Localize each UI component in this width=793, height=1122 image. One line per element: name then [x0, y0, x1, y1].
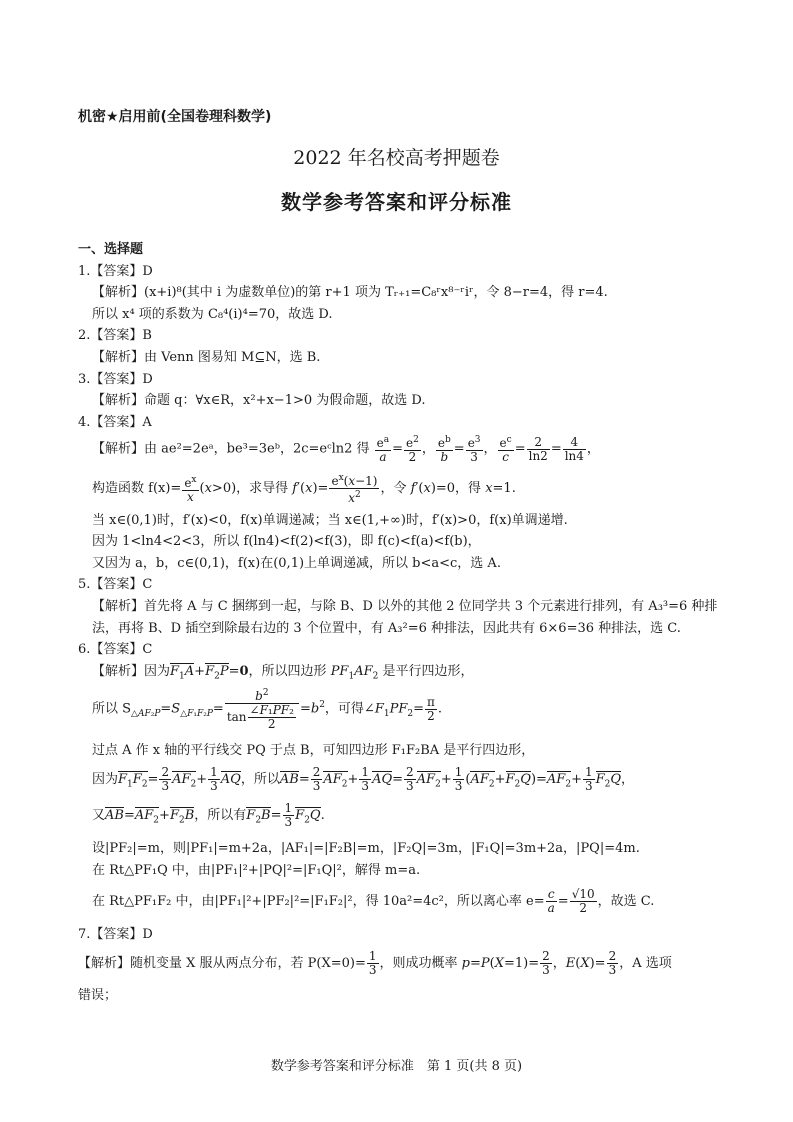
- q6-fraction: $\frac{√10}{2}$: [571, 887, 595, 915]
- q4-answer: 4.【答案】A: [78, 415, 152, 430]
- q3-answer: 3.【答案】D: [78, 372, 153, 387]
- q6-line-8-text: 在 Rt△PF₁F₂ 中，由|PF₁|²+|PF₂|²=|F₁F₂|²，得 10a²=4c²，所以离心率 e=: [92, 894, 545, 909]
- q7-line-2: 错误；: [78, 988, 118, 1003]
- q4-line-2-text: 构造函数 f(x)=: [92, 481, 182, 496]
- page-title: 2022 年名校高考押题卷: [293, 147, 500, 169]
- q4-fraction: $\frac{e^3}{3}$: [467, 435, 481, 464]
- q5-line-2: 法，再将 B、D 插空到除最右边的 3 个位置中，有 A₃²=6 种排法，因此共有 6×6=36 种排法，选 C.: [92, 621, 681, 636]
- q6-fraction: $\frac{2}{3}$: [406, 765, 414, 793]
- q6-fraction: $\frac{2}{3}$: [312, 765, 321, 793]
- q6-fraction: $\frac{1}{3}$: [584, 765, 593, 793]
- q7-fraction: $\frac{2}{3}$: [608, 949, 617, 977]
- q6-line-7: 在 Rt△PF₁Q 中，由|PF₁|²+|PQ|²=|F₁Q|²，解得 m=a.: [92, 863, 421, 878]
- q2-line-1: 【解析】由 Venn 图易知 M⊆N，选 B.: [92, 350, 321, 365]
- q6-fraction: $\frac{1}{3}$: [361, 765, 370, 793]
- q6-line-1: 【解析】因为$F_1A+F_2P=0$，所以四边形 $PF_1AF_2$ 是平行四边形，: [92, 664, 474, 682]
- q1-line-1: 【解析】(x+i)⁸(其中 i 为虚数单位)的第 r+1 项为 Tᵣ₊₁=C₈ʳx⁸⁻ʳiʳ，令 8−r=4，得 r=4.: [92, 285, 608, 300]
- q6-line-5-text: 又: [92, 808, 106, 823]
- q7-line-1-text: 【解析】随机变量 X 服从两点分布，若 P(X=0)=: [78, 956, 366, 971]
- q5-answer: 5.【答案】C: [78, 577, 153, 592]
- q4-line-1-text: 【解析】由 ae²=2eᵃ，be³=3eᵇ，2c=eᶜln2 得: [92, 441, 370, 457]
- q7-fraction: $\frac{2}{3}$: [542, 949, 550, 977]
- q6-fraction: $\frac{c}{a}$: [547, 887, 555, 915]
- q6-fraction: $b^2$ tan $\frac{\text{∠F₁PF₂}}{2}$: [225, 687, 299, 731]
- q4-fraction: $\frac{4}{\ln 4}$: [564, 434, 584, 463]
- q6-answer: 6.【答案】C: [78, 642, 153, 657]
- q4-fraction: $\frac{e^a}{a}$: [376, 435, 390, 464]
- q6-line-4: 因为$F_1F_2=$ $\frac{2}{3}$ $AF_2+$ $\frac{1}{3}$ AQ，所以AB= $\frac{2}{3}$ $AF_2+$ $\frac{1}{3}$ AQ= $\frac{2}{3}$ $AF_2+$ $\frac{1}{3}$ $(AF_2+F_2Q)=AF_2+$ $\frac{1}{3}$ $F_2Q$，: [92, 765, 635, 793]
- q6-line-6: 设|PF₂|=m，则|PF₁|=m+2a，|AF₁|=|F₂B|=m，|F₂Q|=3m，|F₁Q|=3m+2a，|PQ|=4m.: [92, 841, 640, 856]
- q7-line-1: 【解析】随机变量 X 服从两点分布，若 P(X=0)= $\frac{1}{3}$ ，则成功概率 p=P(X=1)= $\frac{2}{3}$ ，E(X)= $\frac{2}{3}$ ，A 选项: [78, 949, 672, 977]
- q4-fraction: $\frac{e^x(x-1)}{x^2}$: [331, 473, 378, 505]
- q6-line-2: 所以 $S_{\triangle AF_2P}=S_{\triangle F_1F_2P}=$ $b^2$ tan $\frac{\text{∠F₁PF₂}}{2}$ $=b^2$，可得$\angle F_1PF_2=$ $\frac{\pi}{2}$ .: [92, 688, 443, 731]
- q6-line-1-text: 【解析】因为: [92, 664, 171, 679]
- q7-fraction: $\frac{1}{3}$: [368, 949, 377, 977]
- confidential-label: 机密★启用前(全国卷理科数学): [78, 109, 272, 125]
- q7-answer: 7.【答案】D: [78, 927, 153, 942]
- q4-fraction: $\frac{e^b}{b}$: [437, 435, 451, 464]
- section-heading: 一、选择题: [78, 242, 144, 257]
- q5-line-1: 【解析】首先将 A 与 C 捆绑到一起，与除 B、D 以外的其他 2 位同学共 3 个元素进行排列，有 A₃³=6 种排: [92, 599, 718, 614]
- q6-fraction: $\frac{1}{3}$: [454, 765, 463, 793]
- q6-fraction: $\frac{2}{3}$: [161, 765, 170, 793]
- q6-fraction: $\frac{\pi}{2}$: [427, 694, 435, 723]
- q4-fraction: $\frac{e^2}{2}$: [406, 435, 419, 464]
- page-footer: 数学参考答案和评分标准 第 1 页(共 8 页): [270, 1059, 523, 1074]
- q4-fraction: $\frac{e^c}{c}$: [499, 435, 512, 464]
- q1-line-2: 所以 x⁴ 项的系数为 C₈⁴(i)⁴=70，故选 D.: [92, 307, 333, 322]
- q6-line-5: 又$AB=AF_2+F_2B$，所以有$F_2B=$ $\frac{1}{3}$ $F_2Q$.: [92, 801, 325, 829]
- q6-line-4-text: 因为: [92, 772, 119, 787]
- q2-answer: 2.【答案】B: [78, 328, 152, 343]
- q4-fraction: $\frac{e^x}{x}$: [184, 474, 197, 504]
- q4-line-3: 当 x∈(0,1)时，f′(x)<0，f(x)单调递减；当 x∈(1,+∞)时，f′(x)>0，f(x)单调递增.: [92, 513, 568, 528]
- q6-line-2-text: 所以 S: [92, 701, 132, 717]
- q4-line-2: 构造函数 f(x)= $\frac{e^x}{x}$ (x>0)，求导得 f′(x)= $\frac{e^x(x-1)}{x^2}$ ，令 f′(x)=0，得 x=1.: [92, 473, 516, 505]
- q4-fraction: $\frac{2}{\ln 2}$: [528, 434, 548, 463]
- q4-line-5: 又因为 a，b，c∈(0,1)，f(x)在(0,1)上单调递减，所以 b<a<c，选 A.: [92, 556, 501, 571]
- q4-line-4: 因为 1<ln4<2<3，所以 f(ln4)<f(2)<f(3)，即 f(c)<f(a)<f(b)，: [92, 534, 481, 549]
- q6-fraction: $\frac{1}{3}$: [284, 801, 293, 829]
- q3-line-1: 【解析】命题 q：∀x∈R，x²+x−1>0 为假命题，故选 D.: [92, 393, 426, 408]
- q6-line-8: 在 Rt△PF₁F₂ 中，由|PF₁|²+|PF₂|²=|F₁F₂|²，得 10a²=4c²，所以离心率 e= $\frac{c}{a}$ = $\frac{√10}{2}$ ，故选 C.: [92, 887, 655, 915]
- q6-line-3: 过点 A 作 x 轴的平行线交 PQ 于点 B，可知四边形 F₁F₂BA 是平行四边形，: [92, 743, 535, 758]
- q6-fraction: $\frac{1}{3}$: [210, 765, 218, 793]
- page-subtitle: 数学参考答案和评分标准: [281, 190, 512, 214]
- q1-answer: 1.【答案】D: [78, 264, 153, 279]
- q4-line-1: 【解析】由 ae²=2eᵃ，be³=3eᵇ，2c=eᶜln2 得 $\frac{e^a}{a}$ = $\frac{e^2}{2}$ ， $\frac{e^b}{b}$ = $\frac{e^3}{3}$ ， $\frac{e^c}{c}$ = $\frac{2}{\ln 2}$ = $\frac{4}{\ln 4}$ ，: [92, 434, 600, 464]
